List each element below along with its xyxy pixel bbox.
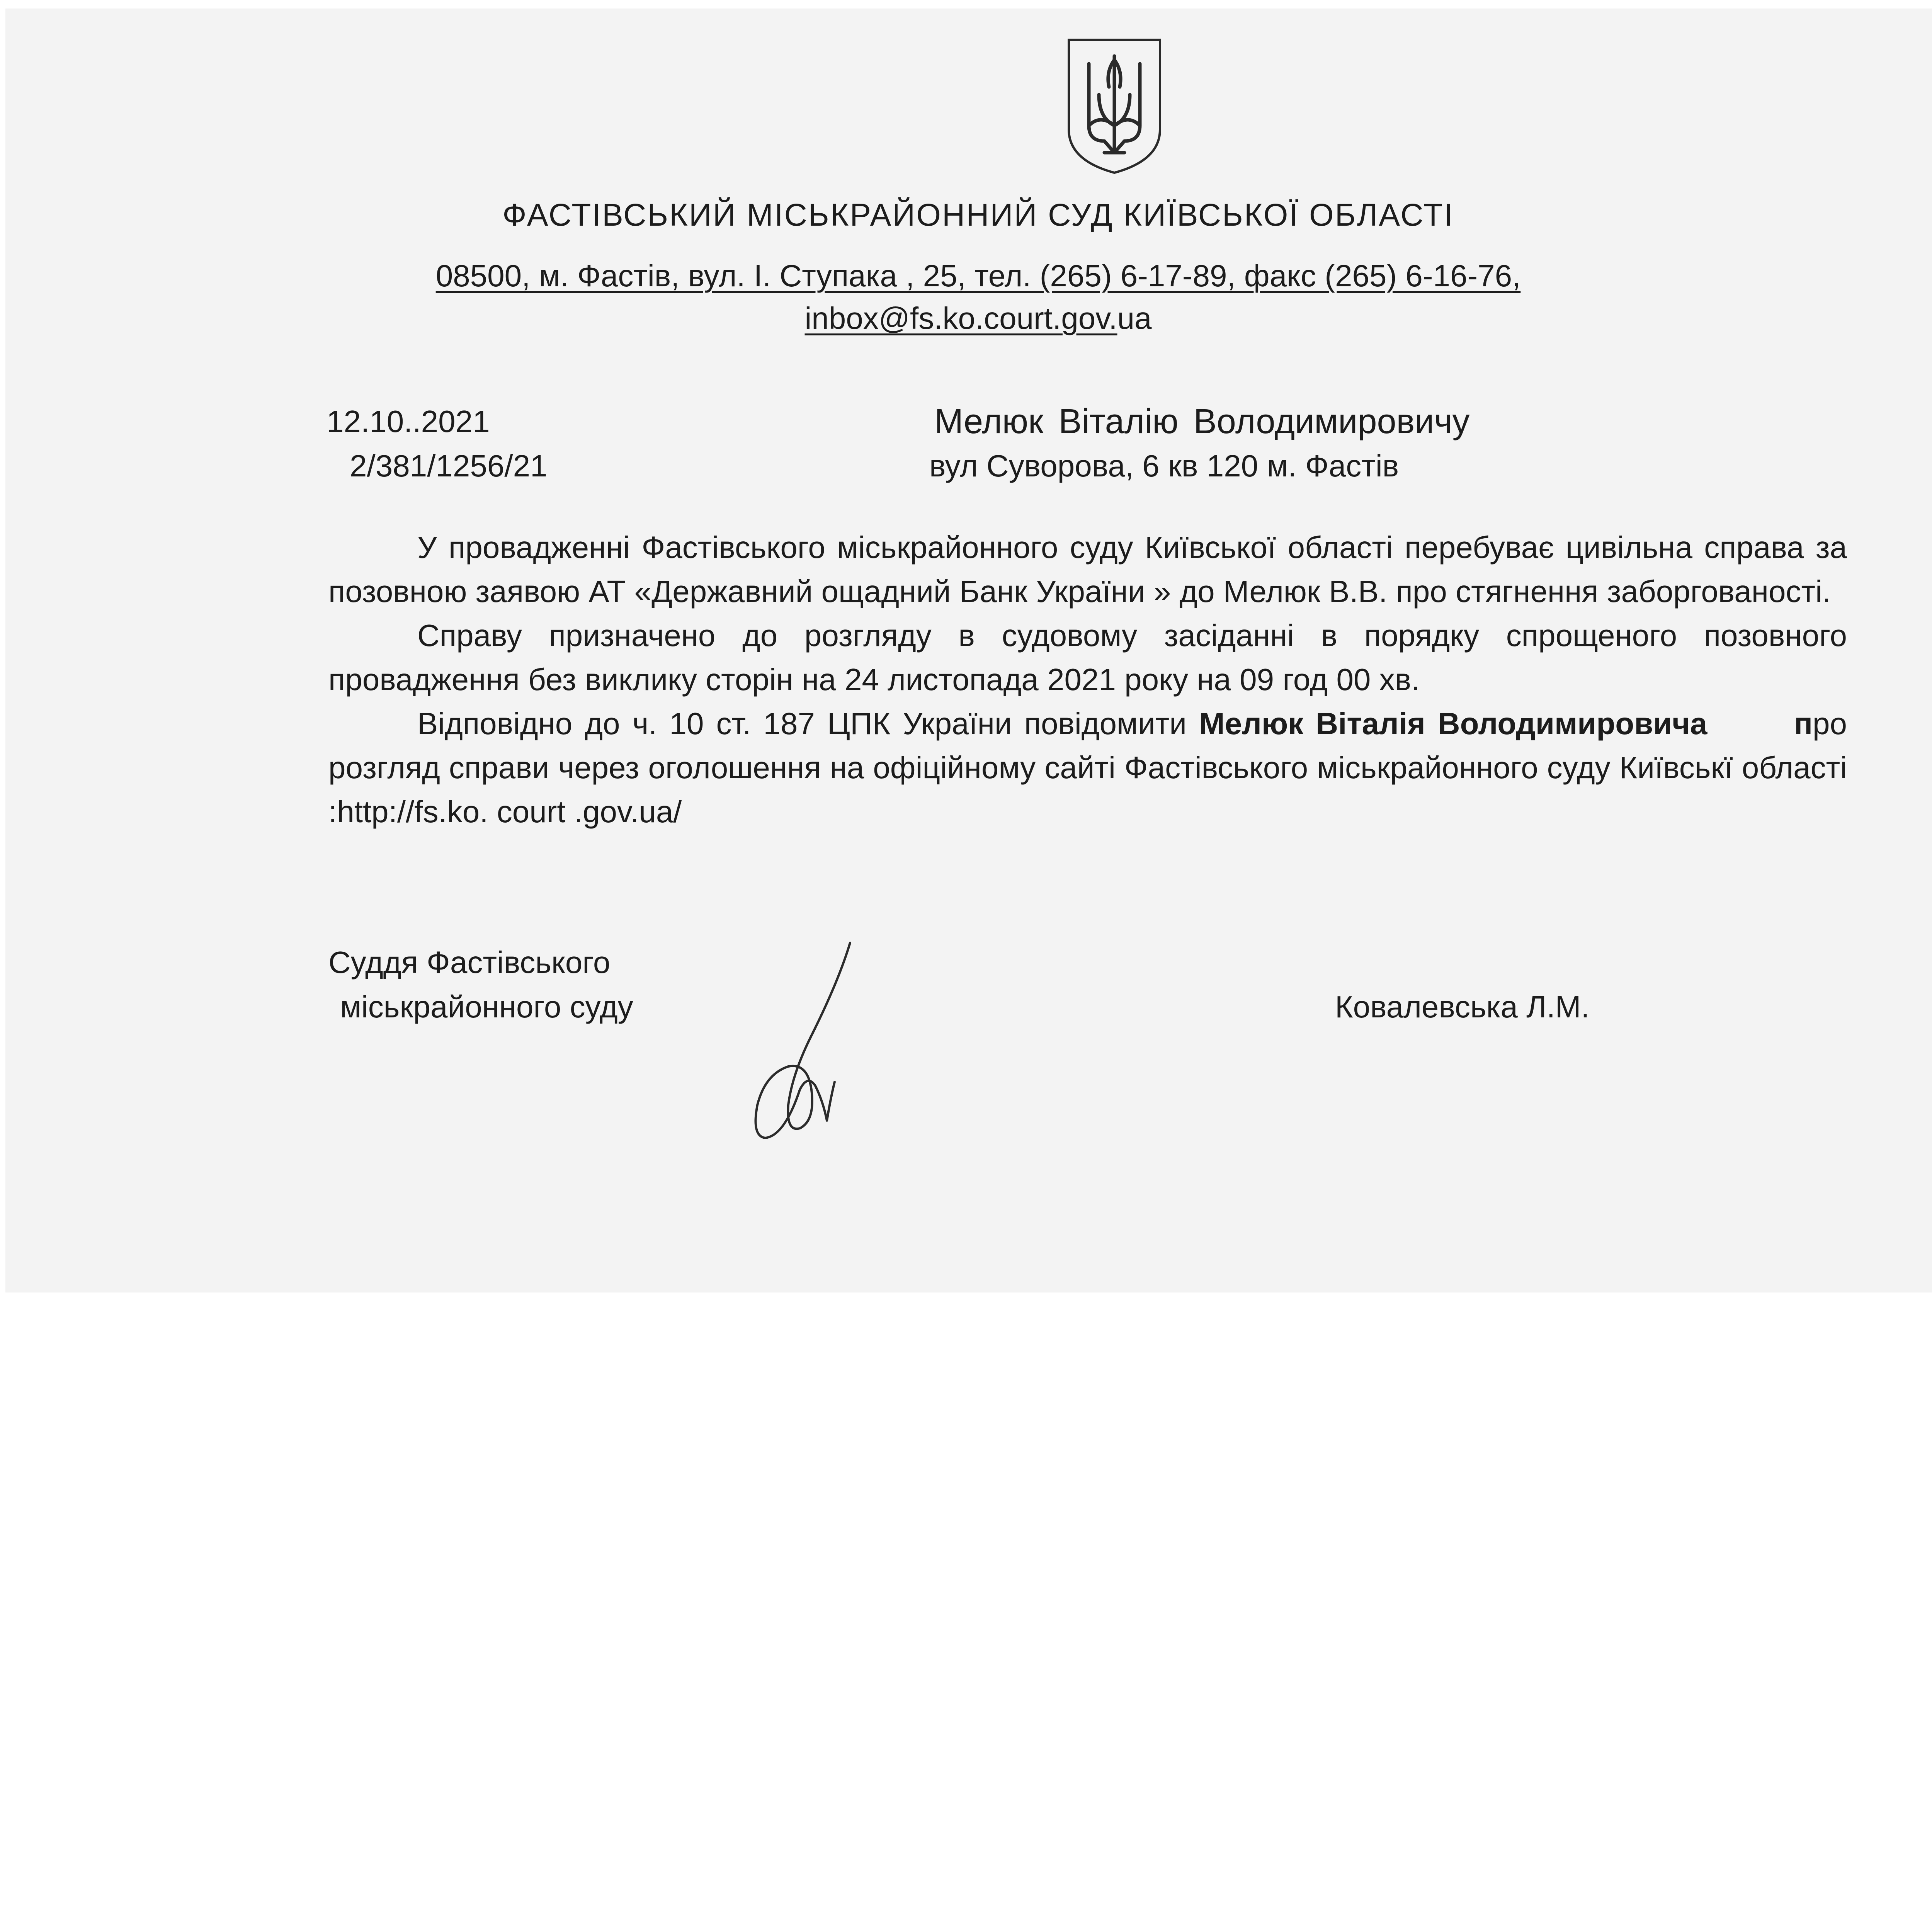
letter-body — [328, 526, 1847, 834]
notification-text-start: Відповідно до ч. 10 ст. 187 ЦПК України повідомити — [417, 706, 1199, 741]
scan-edge-top — [0, 0, 1932, 9]
paragraph-notification — [328, 702, 1847, 834]
court-email-link[interactable]: inbox@fs.ko.court.gov. — [804, 301, 1117, 335]
scan-edge-left — [0, 0, 5, 1293]
paragraph-hearing-date: Справу призначено до розгляду в судовому засіданні в порядку спрощеного позовного провадження без виклику сторін на 24 листопада 2021 року на 09 год 00 хв. — [328, 618, 1847, 697]
trident-coat-of-arms-icon — [1066, 37, 1163, 176]
recipient-address: вул Суворова, 6 кв 120 м. Фастів — [929, 449, 1399, 483]
judge-title-line2: міськрайонного суду — [340, 990, 633, 1024]
letter-date: 12.10..2021 — [327, 404, 490, 439]
notified-person-name: Мелюк Віталія Володимировича — [1199, 706, 1708, 741]
judge-title-line1: Суддя Фастівського — [328, 945, 611, 980]
letter-reference-number: 2/381/1256/21 — [350, 449, 548, 483]
handwritten-signature-icon — [734, 935, 873, 1151]
judge-name: Ковалевська Л.М. — [1335, 990, 1590, 1024]
court-email — [0, 301, 1932, 336]
court-address — [0, 258, 1932, 294]
court-address-text: 08500, м. Фастів, вул. І. Ступака , 25, тел. (265) 6-17-89, факс (265) 6-16-76, — [435, 259, 1521, 293]
bold-letter: п — [1794, 706, 1813, 741]
paragraph-case-info: У провадженні Фастівського міськрайонного суду Київської області перебуває цивільна справа за позовною заявою АТ «Державний ощадний Банк України » до Мелюк В.В. про стягнення заборгованості. — [328, 530, 1847, 609]
court-email-tail: ua — [1117, 301, 1152, 335]
recipient-name: Мелюк Віталію Володимировичу — [934, 402, 1470, 441]
court-name: ФАСТІВСЬКИЙ МІСЬКРАЙОННИЙ СУД КИЇВСЬКОЇ ОБЛАСТІ — [502, 197, 1454, 233]
notification-text-end: ро розгляд справи через оголошення на офіційному сайті Фастівського міськрайонного суду Київськї області :http://fs.ko. court .gov.ua/ — [328, 706, 1847, 829]
